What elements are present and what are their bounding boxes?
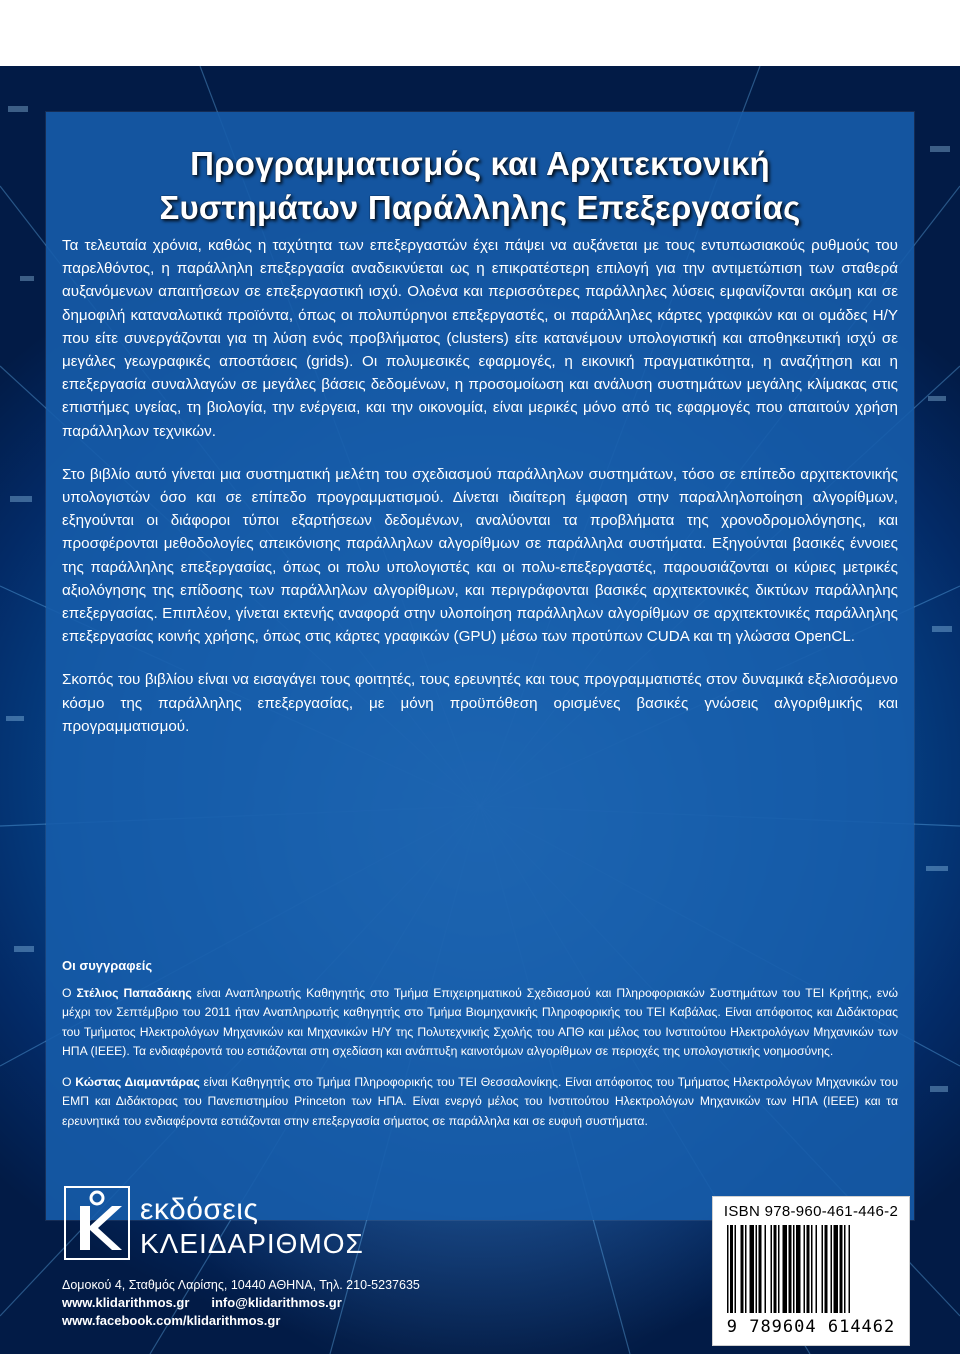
author2-prefix: Ο: [62, 1075, 76, 1090]
key-k-logo-icon: [66, 1188, 128, 1258]
publisher-facebook-link[interactable]: www.facebook.com/klidarithmos.gr: [62, 1313, 281, 1328]
publisher-name-line2: ΚΛΕΙΔΑΡΙΘΜΟΣ: [140, 1228, 364, 1259]
author1-name: Στέλιος Παπαδάκης: [76, 986, 192, 1000]
text-panel: [46, 112, 914, 1220]
author-bio-2: [62, 1073, 898, 1131]
author2-bio-text: είναι Καθηγητής στο Τμήμα Πληροφορικής του ΤΕΙ Θεσσαλονίκης. Είναι απόφοιτος του Τμήματος Ηλεκτρολόγων Μηχανικών του ΕΜΠ και Διδάκτορας του Πανεπιστημίου Princeton των ΗΠΑ. Είναι ενεργό μέλος του Ινστιτούτου Ηλεκτρολόγων Μηχανικών των ΗΠΑ (IEEE) και τα ερευνητικά του ενδιαφέροντα εστιάζονται στην επεξεργασία σήματος σε παράλληλα και σε ευφυή συστήματα.: [62, 1075, 898, 1128]
publisher-logo: [64, 1186, 130, 1260]
isbn-barcode: [712, 1196, 910, 1346]
book-title-line1: Προγραμματισμός και Αρχιτεκτονική: [190, 145, 770, 182]
book-description: [62, 234, 898, 758]
description-paragraph-2: Στο βιβλίο αυτό γίνεται μια συστηματική μελέτη του σχεδιασμού παράλληλων συστημάτων, τόσο σε επίπεδο αρχιτεκτονικής υπολογιστών όσο και σε επίπεδο προγραμματισμού. Δίνεται ιδιαίτερη έμφαση στην παραλληλοποίηση αλγορίθμων, εξηγούνται οι διάφοροι τύποι εξαρτήσεων δεδομένων, αναλύονται τα προβλήματα της χρονοδρομολόγησης, και προσφέρονται μεθοδολογίες απεικόνισης παράλληλων αλγορίθμων σε παράλληλα συστήματα. Εξηγούνται βασικές έννοιες της παράλληλης επεξεργασίας, όπως οι πολυ υπολογιστές και οι πολυ-επεξεργαστές, παρουσιάζονται οι κύριες μετρικές αξιολόγησης της επίδοσης των παράλληλων αλγορίθμων, και περιγράφονται βασικές αρχιτεκτονικές δικτύων παράλληλης επεξεργασίας. Επιπλέον, γίνεται εκτενής αναφορά στην υλοποίηση παράλληλων αλγορίθμων σε αρχιτεκτονικές παράλληλης επεξεργασίας κοινής χρήσης, όπως στις κάρτες γραφικών (GPU) μέσω των προτύπων CUDA και τη γλώσσα OpenCL.: [62, 465, 898, 646]
author-bio-1: [62, 984, 898, 1061]
description-paragraph-3: Σκοπός του βιβλίου είναι να εισαγάγει τους φοιτητές, τους ερευνητές και τους προγραμματιστές στον δυναμικά εξελισσόμενο κόσμο της παράλληλης επεξεργασίας, με μόνη προϋπόθεση ορισμένες βασικές γνώσεις αλγοριθμικής και προγραμματισμού.: [62, 671, 898, 735]
author2-name: Κώστας Διαμαντάρας: [75, 1075, 200, 1090]
publisher-address: Δομοκού 4, Σταθμός Λαρίσης, 10440 ΑΘΗΝΑ, Τηλ. 210-5237635: [62, 1278, 420, 1292]
barcode-icon: [723, 1225, 899, 1317]
publisher-website-link[interactable]: www.klidarithmos.gr: [62, 1295, 190, 1310]
book-title-line2: Συστημάτων Παράλληλης Επεξεργασίας: [159, 189, 801, 226]
book-title: [46, 142, 914, 230]
logo-letter: K: [66, 1188, 67, 1189]
authors-heading: Οι συγγραφείς: [62, 958, 153, 973]
authors-bios: [62, 984, 898, 1143]
publisher-email-link[interactable]: info@klidarithmos.gr: [211, 1295, 342, 1310]
description-paragraph-1: Τα τελευταία χρόνια, καθώς η ταχύτητα των επεξεργαστών έχει πάψει να αυξάνεται με τους εντυπωσιακούς ρυθμούς του παρελθόντος, η παράλληλη επεξεργασία αναδεικνύεται ως η επικρατέστερη επιλογή για την αντιμετώπιση των σταθερά αυξανόμενων απαιτήσεων σε επεξεργαστική ισχύ. Ολοένα και περισσότερες παράλληλες λύσεις εμφανίζονται ακόμη και σε δημοφιλή καταναλωτικά προϊόντα, όπως οι πολυπύρηνοι επεξεργαστές, οι παράλληλες κάρτες γραφικών και οι ομάδες Η/Υ που είτε συνεργάζονται για τη λύση ενός προβλήματος (clusters) είτε κατανέμουν υπολογιστική και αποθηκευτική ισχύ σε μεγάλες γεωγραφικές αποστάσεις (grids). Οι πολυμεσικές εφαρμογές, η εικονική πραγματικότητα, η αναζήτηση και η επεξεργασία συναλλαγών σε μεγάλες βάσεις δεδομένων, η προσομοίωση και ανάλυση συστημάτων μεγάλης κλίμακας στις επιστήμες υγείας, τη βιολογία, την ενέργεια, και την οικονομία, είναι μερικές μόνο από τις εφαρμογές που απαιτούν χρήση παράλληλων τεχνικών.: [62, 237, 898, 440]
author1-prefix: Ο: [62, 986, 77, 1000]
book-back-cover: [0, 66, 960, 1354]
author1-bio-text: είναι Αναπληρωτής Καθηγητής στο Τμήμα Επιχειρηματικού Σχεδιασμού και Πληροφοριακών Συστημάτων του ΤΕΙ Κρήτης, ενώ μέχρι τον Σεπτέμβριο του 2011 ήταν Αναπληρωτής καθηγητής στο Τμήμα Βιομηχανικής Πληροφορικής του ΤΕΙ Καβάλας. Είναι απόφοιτος και Διδάκτορας του Τμήματος Ηλεκτρολόγων Μηχανικών και Μηχανικών Η/Υ της Πολυτεχνικής Σχολής του ΑΠΘ και μέλος του Ινστιτούτου Ηλεκτρολόγων Μηχανικών των ΗΠΑ (IEEE). Τα ενδιαφέροντά του εστιάζονται στη σχεδίαση και ανάπτυξη καινοτόμων αλγορίθμων σε περιοχές της υπολογιστικής νοημοσύνης.: [62, 986, 898, 1058]
isbn-label: ISBN 978-960-461-446-2: [723, 1203, 899, 1220]
publisher-name-line1: εκδόσεις: [140, 1193, 259, 1226]
barcode-digits: 9 789604 614462: [726, 1317, 896, 1337]
publisher-contacts: [62, 1294, 364, 1330]
